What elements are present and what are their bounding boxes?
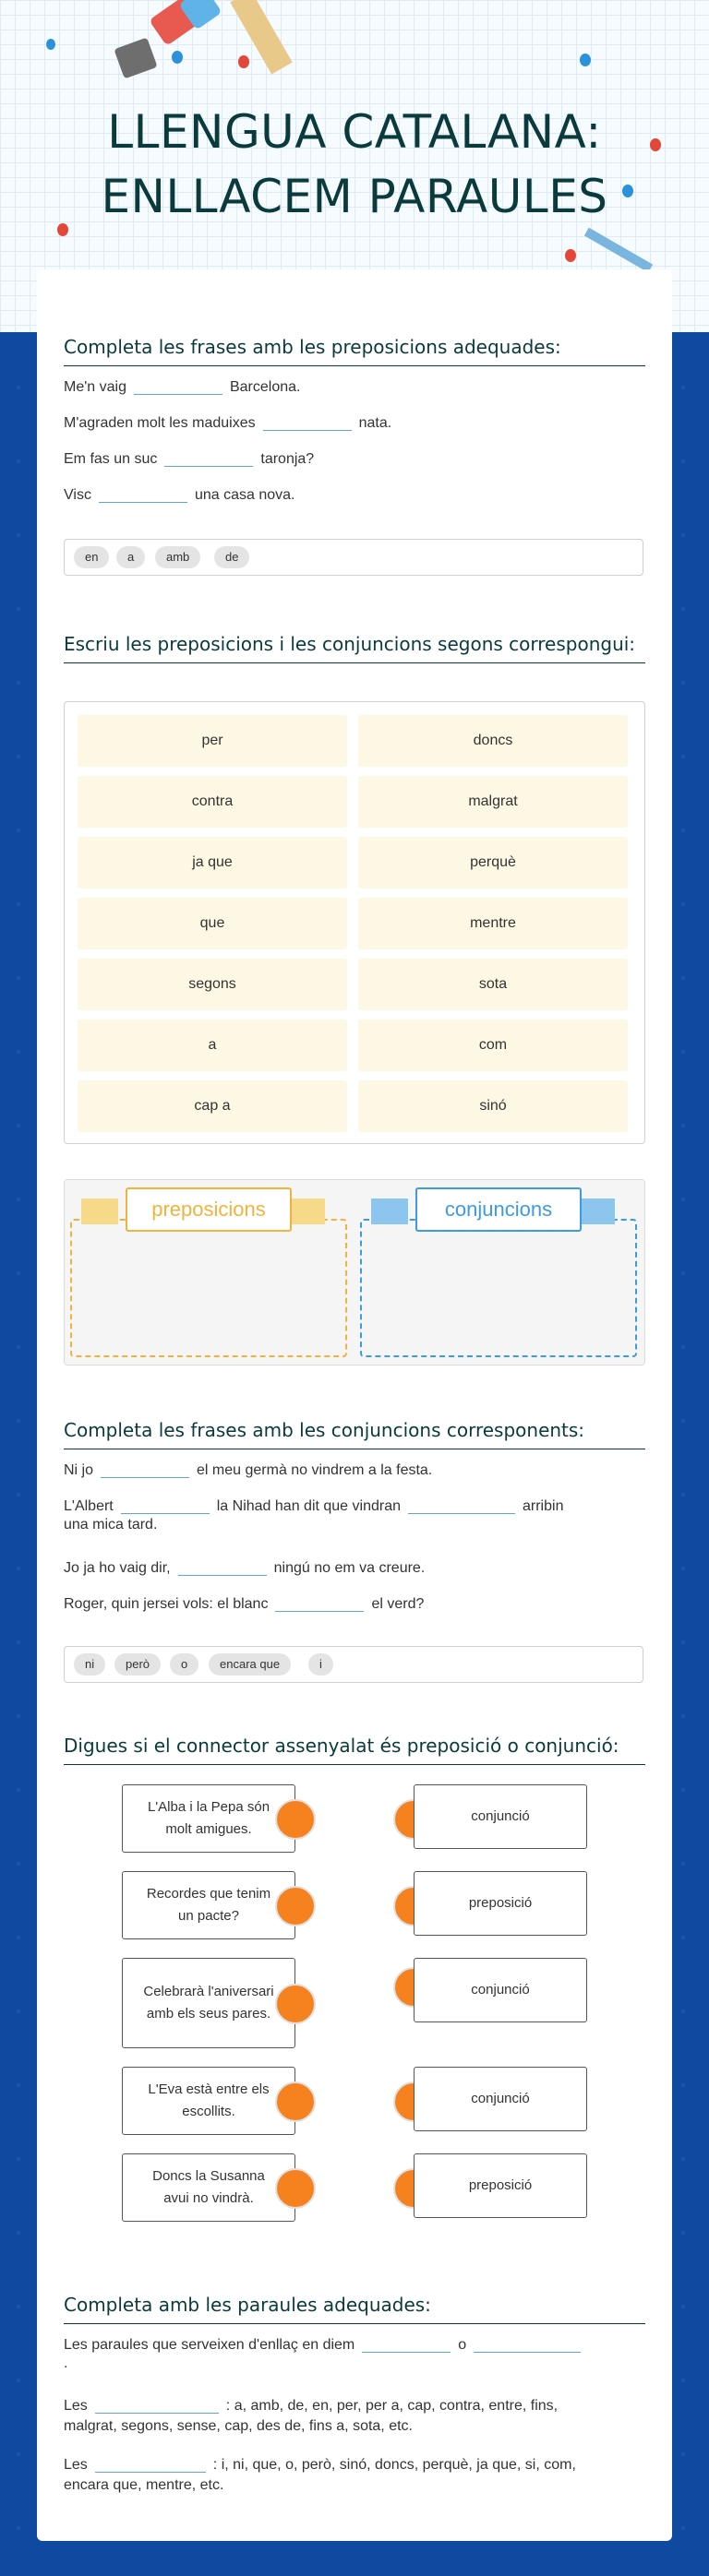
word-card[interactable]: sota [358,959,628,1010]
word-card[interactable]: a [78,1020,347,1071]
category-sort [64,1179,645,1366]
match-connector-knob[interactable] [275,2081,316,2122]
match-connector-knob[interactable] [275,1886,316,1926]
page-title-line1: LLENGUA CATALANA: [107,105,602,159]
match-answer-card[interactable]: conjunció [414,1958,587,2022]
section3-sentence: Jo ja ho vaig dir, ningú no em va creure. [64,1560,426,1576]
blank-input[interactable] [121,1497,210,1514]
section3-title: Completa les frases amb les conjuncions corresponents: [64,1417,645,1449]
preposicions-drop-zone[interactable] [70,1219,347,1357]
ribbon-tail [578,1199,615,1224]
blank-input[interactable] [99,485,187,503]
section5-paragraph: Les paraules que serveixen d'enllaç en diem o . [64,2332,655,2384]
ribbon-tail [81,1199,118,1224]
decor-dot [580,54,591,66]
blank-input[interactable] [164,449,253,467]
word-chip[interactable]: amb [155,546,200,568]
decor-dot [238,55,249,68]
match-connector-knob[interactable] [275,1799,316,1840]
blank-input[interactable] [95,2455,206,2473]
word-card[interactable]: per [78,715,347,767]
word-card[interactable]: malgrat [358,776,628,828]
sharpener-icon [114,38,157,79]
section1-sentence: Visc una casa nova. [64,487,295,503]
blank-input[interactable] [408,1497,515,1514]
conjuncions-label: conjuncions [415,1187,582,1232]
conjuncions-drop-zone[interactable] [360,1219,637,1357]
page-title [0,100,709,229]
word-grid [64,701,645,1144]
word-chip[interactable]: de [214,546,249,568]
decor-dot [565,249,576,262]
word-chip[interactable]: encara que [209,1653,291,1676]
match-sentence-card[interactable]: Recordes que tenim un pacte? [122,1871,295,1939]
word-card[interactable]: que [78,898,347,949]
word-chip[interactable]: o [170,1653,198,1676]
ribbon-tail [288,1199,325,1224]
blank-input[interactable] [474,2335,581,2353]
decor-dot [172,51,183,64]
word-chip[interactable]: ni [74,1653,105,1676]
word-chip[interactable]: i [308,1653,333,1676]
blank-input[interactable] [263,413,352,431]
word-chip[interactable]: a [116,546,145,568]
match-answer-card[interactable]: preposició [414,1871,587,1936]
word-chip[interactable]: en [74,546,109,568]
word-card[interactable]: com [358,1020,628,1071]
blank-input[interactable] [101,1461,189,1478]
section1-sentence: Me'n vaig Barcelona. [64,379,301,395]
section4-title: Digues si el connector assenyalat és preposició o conjunció: [64,1733,645,1765]
section5-paragraph: Les : i, ni, que, o, però, sinó, doncs, perquè, ja que, si, com, encara que, mentre, etc. [64,2457,576,2493]
match-answer-card[interactable]: preposició [414,2153,587,2218]
match-sentence-card[interactable]: Celebrarà l'aniversari amb els seus pares. [122,1958,295,2048]
preposicions-label: preposicions [126,1187,292,1232]
section5-title: Completa amb les paraules adequades: [64,2292,645,2324]
match-answer-card[interactable]: conjunció [414,1784,587,1849]
section5-paragraph: Les : a, amb, de, en, per, per a, cap, contra, entre, fins, malgrat, segons, sense, cap, des de, fins a, sota, etc. [64,2398,559,2434]
word-card[interactable]: perquè [358,837,628,888]
match-sentence-card[interactable]: L'Alba i la Pepa són molt amigues. [122,1784,295,1853]
word-card[interactable]: doncs [358,715,628,767]
match-sentence-card[interactable]: Doncs la Susanna avui no vindrà. [122,2153,295,2222]
blank-input[interactable] [362,2335,451,2353]
section3-sentence: L'Albert la Nihad han dit que vindran arribin una mica tard. [64,1498,564,1532]
word-card[interactable]: segons [78,959,347,1010]
decor-dot [46,39,55,50]
match-connector-knob[interactable] [275,2168,316,2209]
worksheet-paper [37,269,672,2541]
blank-input[interactable] [275,1594,364,1612]
word-card[interactable]: contra [78,776,347,828]
word-card[interactable]: cap a [78,1080,347,1132]
blank-input[interactable] [95,2396,219,2414]
section3-sentence: Roger, quin jersei vols: el blanc el verd? [64,1596,425,1612]
word-card[interactable]: ja que [78,837,347,888]
section3-sentence: Ni jo el meu germà no vindrem a la festa. [64,1462,433,1478]
word-card[interactable]: mentre [358,898,628,949]
word-bank [64,539,643,576]
match-connector-knob[interactable] [275,1984,316,2024]
match-answer-card[interactable]: conjunció [414,2067,587,2131]
section2-title: Escriu les preposicions i les conjuncions segons correspongui: [64,631,645,663]
match-sentence-card[interactable]: L'Eva està entre els escollits. [122,2067,295,2135]
word-card[interactable]: sinó [358,1080,628,1132]
blank-input[interactable] [178,1558,267,1576]
word-chip[interactable]: però [114,1653,161,1676]
blank-input[interactable] [134,377,222,395]
section1-sentence: Em fas un suc taronja? [64,451,315,467]
pencil-icon [584,228,653,273]
section1-title: Completa les frases amb les preposicions adequades: [64,334,645,366]
section1-sentence: M'agraden molt les maduixes nata. [64,415,392,431]
page-title-line2: ENLLACEM PARAULES [101,170,608,223]
word-bank [64,1646,643,1683]
ribbon-tail [371,1199,408,1224]
